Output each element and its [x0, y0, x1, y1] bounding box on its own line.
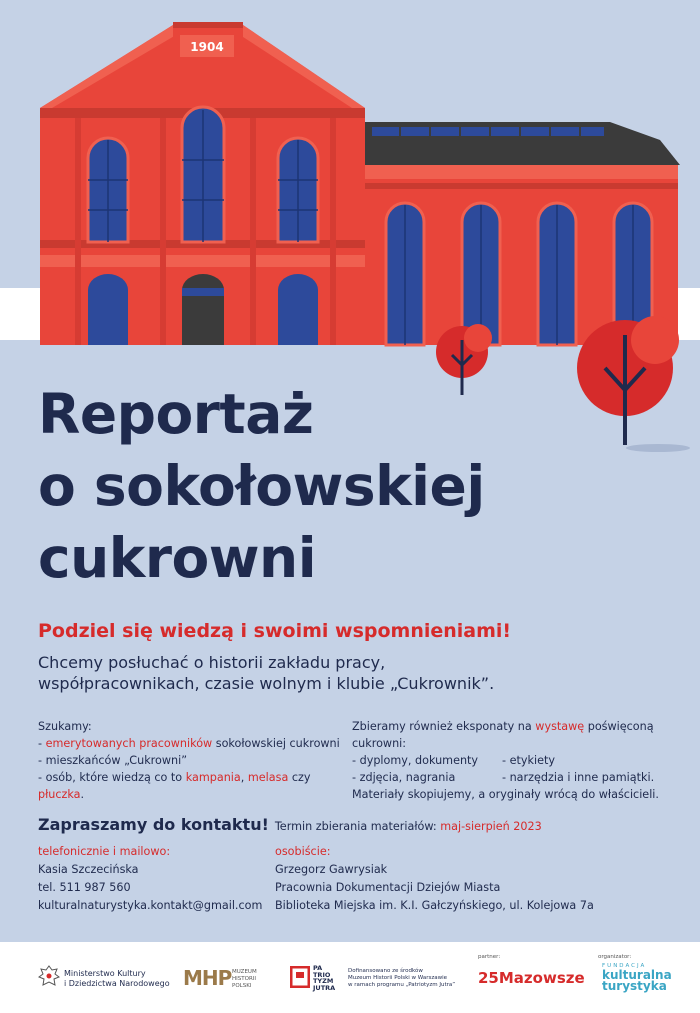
- exhibits-heading-post: poświęconą cukrowni:: [352, 720, 654, 750]
- seeking-item-3-end: .: [80, 788, 85, 801]
- intro-text: [38, 652, 678, 694]
- ministry-line-2: i Dziedzictwa Narodowego: [64, 979, 170, 988]
- patriotyzm-jutra-logo-icon: [290, 966, 310, 988]
- partner-label: partner:: [478, 954, 501, 960]
- funding-line-3: w ramach programu „Patriotyzm Jutra”: [348, 982, 456, 988]
- seeking-heading: Szukamy:: [38, 720, 92, 733]
- seeking-section: [38, 718, 348, 803]
- funding-line-2: Muzeum Historii Polski w Warszawie: [348, 975, 448, 981]
- exhibits-row-2: [352, 769, 692, 786]
- contact-in-person: [275, 843, 594, 915]
- organizer-name-3: turystyka: [602, 979, 667, 993]
- contact-phone-email: [38, 843, 262, 915]
- organizer-name-1: FUNDACJA: [602, 963, 647, 969]
- eagle-emblem-icon: [38, 964, 60, 990]
- exhibit-item-tools: - narzędzia i inne pamiątki.: [502, 771, 655, 784]
- organizer-name-2: kulturalna: [602, 968, 672, 982]
- term-melasa: melasa: [247, 771, 289, 784]
- mazowsze-logo: [478, 970, 585, 986]
- title-line-3: cukrowni: [38, 526, 317, 590]
- exhibit-item-photos: - zdjęcia, nagrania: [352, 771, 456, 784]
- exhibits-heading-highlight: wystawę: [535, 720, 585, 733]
- seeking-item-3-sep2: czy: [288, 771, 311, 784]
- contact-heading-row: [38, 815, 542, 834]
- term-kampania: kampania: [185, 771, 241, 784]
- term-pluczka: płuczka: [38, 788, 81, 801]
- exhibits-note: Materiały skopiujemy, a oryginały wrócą do właścicieli.: [352, 788, 659, 801]
- sponsors-footer: [0, 942, 700, 1013]
- contact-heading: Zapraszamy do kontaktu!: [38, 815, 269, 834]
- pj-text-4: JUTRA: [313, 983, 336, 992]
- page-title: [38, 378, 485, 594]
- organizer-logo: [602, 963, 672, 992]
- funding-line-1: Dofinansowano ze środków: [348, 968, 423, 974]
- title-line-1: Reportaż: [38, 382, 314, 446]
- lower-windows: [88, 274, 318, 345]
- building-year: 1904: [190, 40, 224, 54]
- mhp-text-1: MUZEUM: [232, 969, 257, 975]
- exhibit-item-labels: - etykiety: [502, 754, 555, 767]
- deadline: [275, 820, 542, 833]
- contact-email[interactable]: kulturalnaturystyka.kontakt@gmail.com: [38, 899, 263, 912]
- seeking-item-1-highlight: emerytowanych pracowników: [45, 737, 213, 750]
- seeking-item-3-pre: - osób, które wiedzą co to: [38, 771, 186, 784]
- ministry-name: [64, 969, 170, 989]
- factory-door: [182, 274, 224, 345]
- contact-left-name: Kasia Szczecińska: [38, 863, 139, 876]
- contact-phone[interactable]: tel. 511 987 560: [38, 881, 131, 894]
- mhp-text: [232, 969, 257, 990]
- partner-name: Mazowsze: [498, 969, 585, 987]
- contact-right-org: Pracownia Dokumentacji Dziejów Miasta: [275, 881, 501, 894]
- exhibits-row-1: [352, 752, 692, 769]
- contact-right-name: Grzegorz Gawrysiak: [275, 863, 388, 876]
- pj-text-1: PA: [313, 964, 323, 972]
- pj-text-3: TYZM: [313, 977, 334, 985]
- funding-note: [348, 968, 455, 989]
- contact-right-address: Biblioteka Miejska im. K.I. Gałczyńskiego, ul. Kolejowa 7a: [275, 899, 594, 912]
- exhibit-item-diplomas: - dyplomy, dokumenty: [352, 754, 479, 767]
- intro-line-1: Chcemy posłuchać o historii zakładu pracy,: [38, 653, 386, 672]
- seeking-item-1-post: sokołowskiej cukrowni: [212, 737, 340, 750]
- mhp-text-2: HISTORII: [232, 976, 257, 982]
- deadline-label: Termin zbierania materiałów:: [274, 820, 441, 833]
- mhp-text-3: POLSKI: [232, 983, 252, 989]
- title-line-2: o sokołowskiej: [38, 454, 485, 518]
- deadline-value: maj-sierpień 2023: [440, 820, 542, 833]
- seeking-item-3: [38, 769, 348, 803]
- subtitle: Podziel się wiedzą i swoimi wspomnieniami!: [38, 620, 512, 642]
- ministry-line-1: Ministerstwo Kultury: [64, 969, 146, 978]
- exhibits-section: [352, 718, 692, 803]
- organizer-label: organizator:: [598, 954, 632, 960]
- contact-right-label: osobiście:: [275, 845, 331, 858]
- patriotyzm-jutra-text: [313, 965, 335, 991]
- contact-left-label: telefonicznie i mailowo:: [38, 845, 171, 858]
- roof-skylight: [372, 127, 604, 136]
- seeking-item-2: - mieszkańców „Cukrowni”: [38, 754, 188, 767]
- partner-number: 25: [478, 969, 499, 987]
- pj-text-2: TRIO: [313, 970, 331, 979]
- mhp-logo: MHP: [183, 966, 232, 990]
- exhibits-heading-pre: Zbieramy również eksponaty na: [352, 720, 536, 733]
- seeking-item-3-sep1: ,: [240, 771, 248, 784]
- seeking-item-1-pre: -: [38, 737, 46, 750]
- exhibits-heading: [352, 718, 692, 752]
- seeking-item-1: [38, 735, 348, 752]
- intro-line-2: współpracownikach, czasie wolnym i klubie „Cukrownik”.: [38, 674, 495, 693]
